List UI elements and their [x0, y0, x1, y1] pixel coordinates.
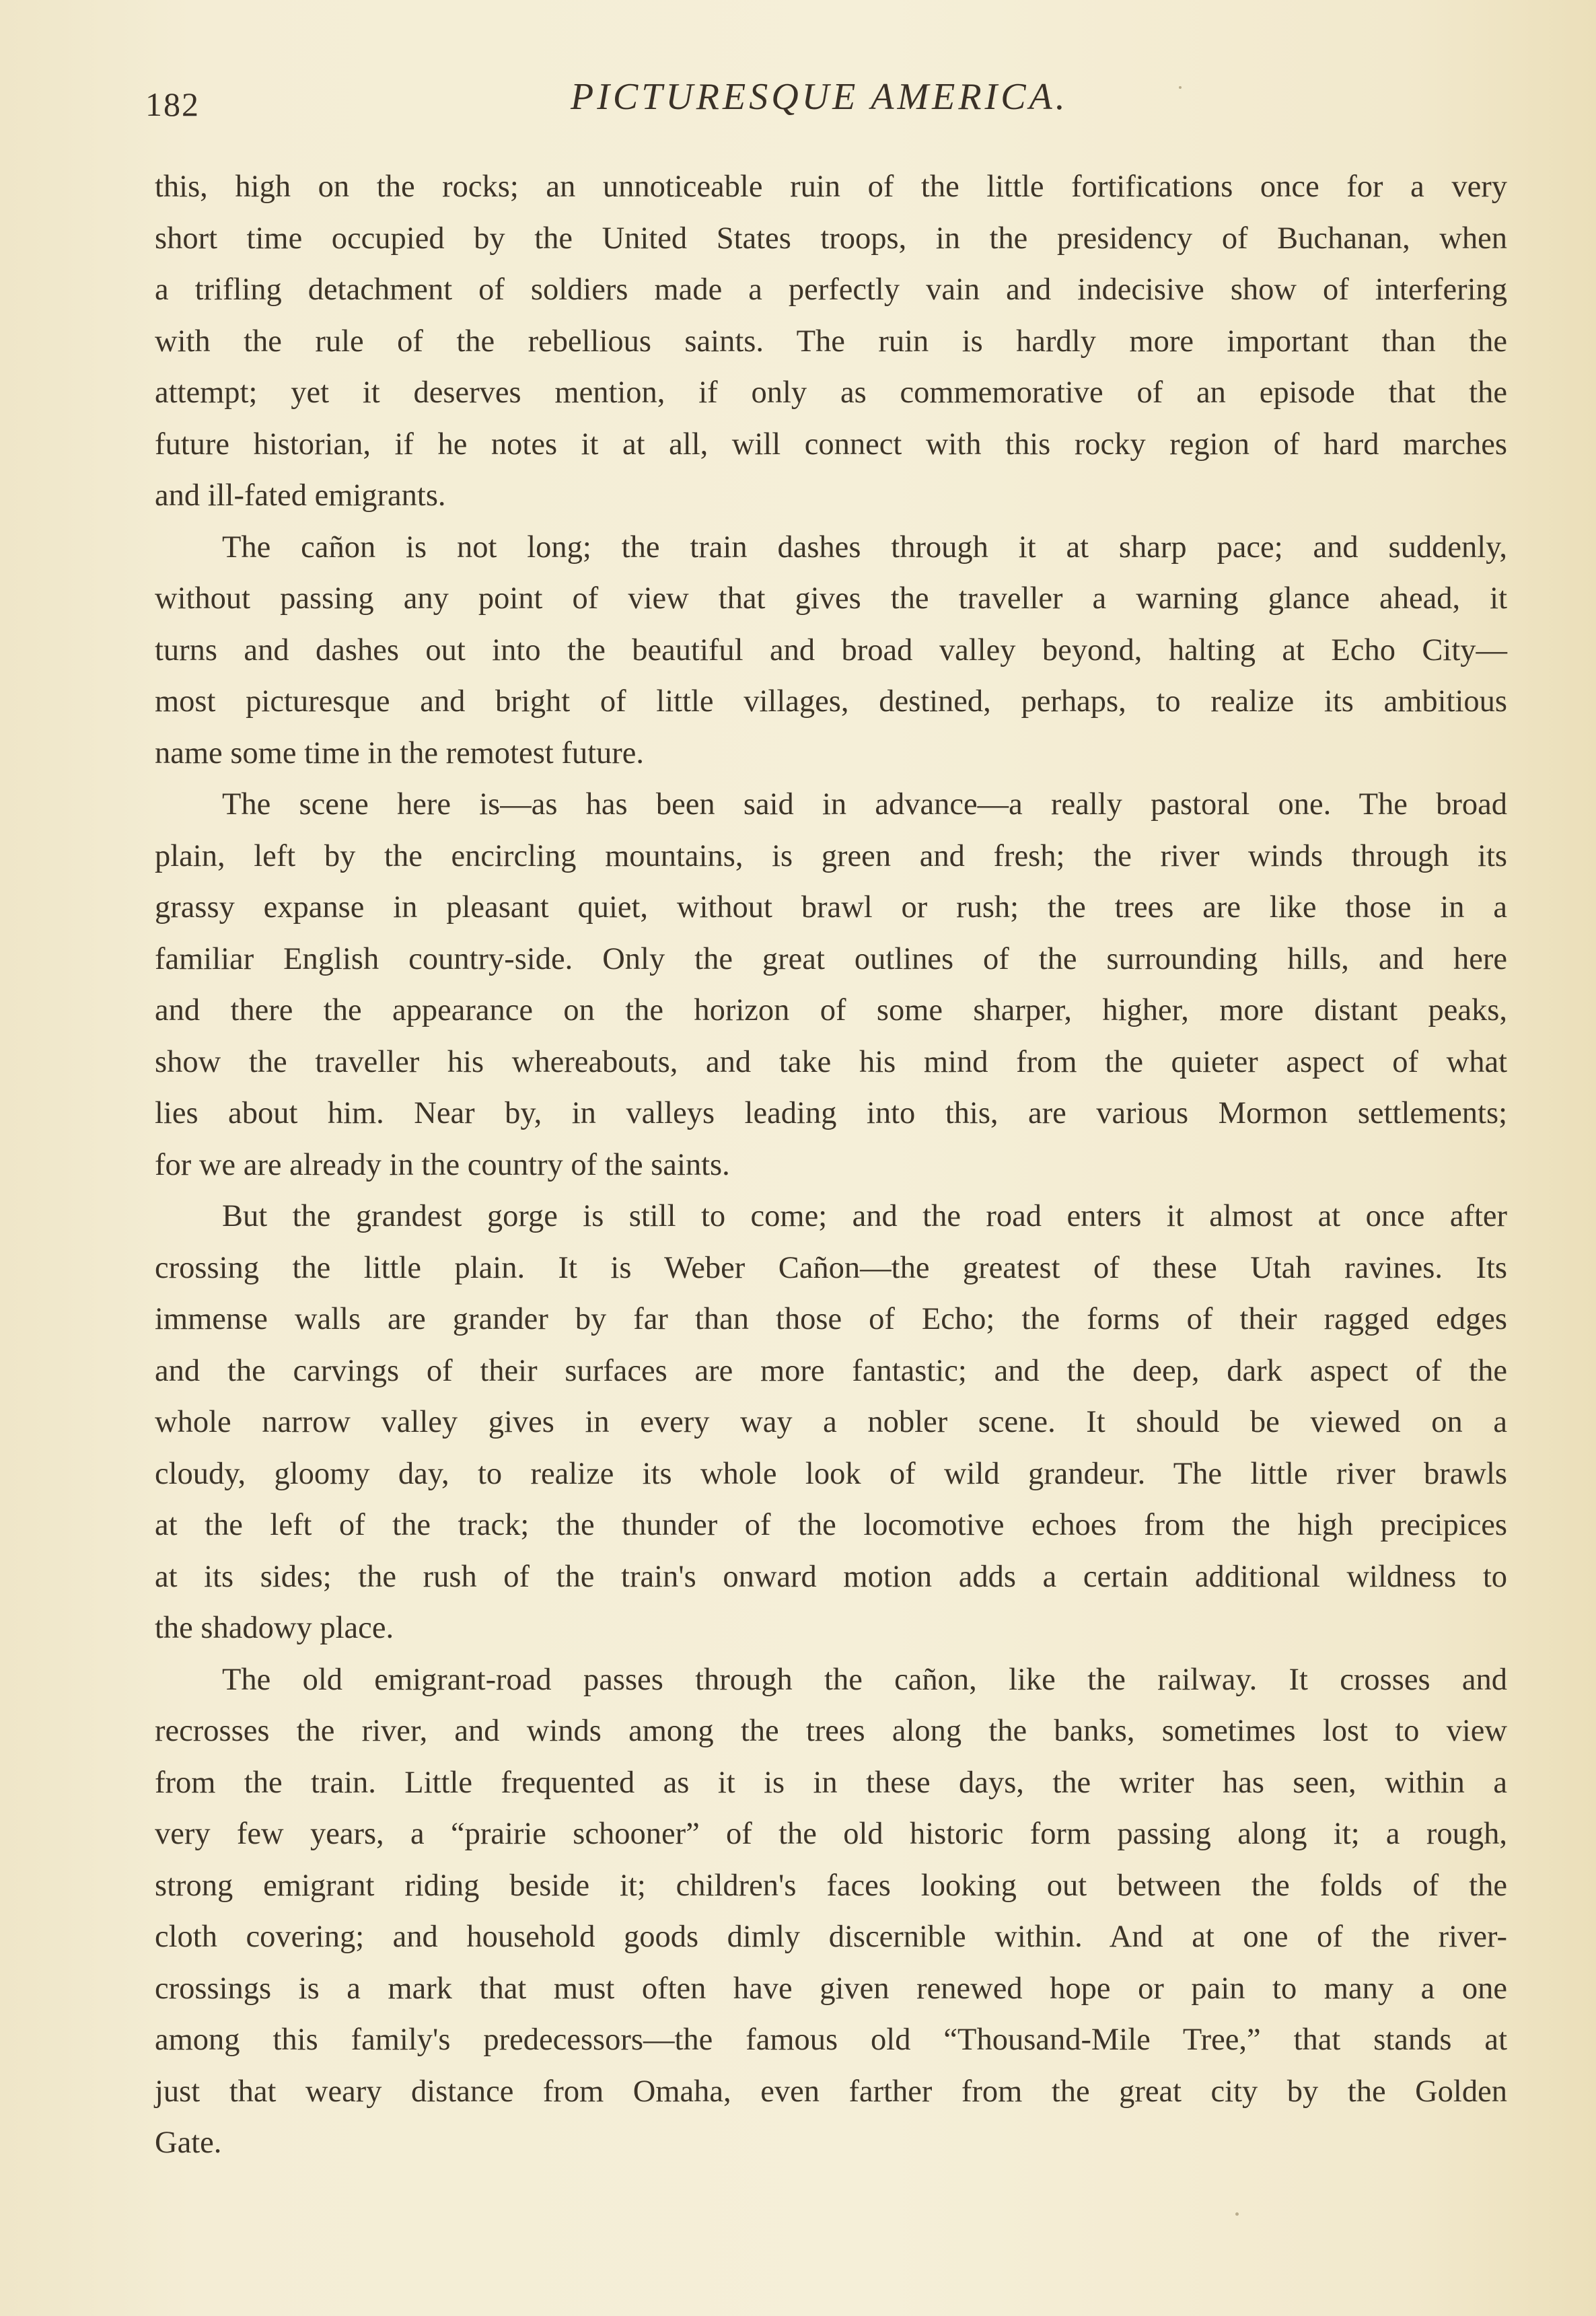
running-title: PICTURESQUE AMERICA.: [571, 76, 1068, 118]
text-line: familiar English country-side. Only the great outlines of the surrounding hills, and here: [155, 941, 1507, 976]
text-line: lies about him. Near by, in valleys leading into this, are various Mormon settlements;: [155, 1096, 1507, 1130]
body-text: [155, 161, 1507, 2169]
text-line: and there the appearance on the horizon of some sharper, higher, more distant peaks,: [155, 993, 1507, 1027]
text-line: from the train. Little frequented as it is in these days, the writer has seen, within a: [155, 1765, 1507, 1800]
text-line: turns and dashes out into the beautiful and broad valley beyond, halting at Echo City—: [155, 632, 1507, 667]
text-line: But the grandest gorge is still to come; and the road enters it almost at once after: [222, 1199, 1507, 1233]
text-line: plain, left by the encircling mountains, is green and fresh; the river winds through its: [155, 838, 1507, 873]
text-line: future historian, if he notes it at all, will connect with this rocky region of hard marches: [155, 427, 1507, 462]
text-line: at the left of the track; the thunder of the locomotive echoes from the high precipices: [155, 1508, 1507, 1542]
text-line: cloth covering; and household goods dimly discernible within. And at one of the river-: [155, 1920, 1507, 1954]
text-line: strong emigrant riding beside it; children's faces looking out between the folds of the: [155, 1868, 1507, 1903]
text-line: with the rule of the rebellious saints. The ruin is hardly more important than the: [155, 324, 1507, 359]
text-line: show the traveller his whereabouts, and take his mind from the quieter aspect of what: [155, 1044, 1507, 1079]
text-line: attempt; yet it deserves mention, if only as commemorative of an episode that the: [155, 375, 1507, 410]
text-line: cloudy, gloomy day, to realize its whole look of wild grandeur. The little river brawls: [155, 1456, 1507, 1491]
text-line: Gate.: [155, 2126, 222, 2160]
text-line: The scene here is—as has been said in advance—a really pastoral one. The broad: [222, 787, 1507, 822]
text-line: short time occupied by the United States troops, in the presidency of Buchanan, when: [155, 221, 1507, 256]
text-line: grassy expanse in pleasant quiet, without brawl or rush; the trees are like those in a: [155, 890, 1507, 925]
text-line: for we are already in the country of the saints.: [155, 1147, 730, 1182]
text-line: at its sides; the rush of the train's onward motion adds a certain additional wildness to: [155, 1559, 1507, 1594]
text-line: the shadowy place.: [155, 1611, 394, 1645]
text-line: this, high on the rocks; an unnoticeable ruin of the little fortifications once for a very: [155, 170, 1507, 204]
text-line: name some time in the remotest future.: [155, 735, 644, 770]
text-line: immense walls are grander by far than those of Echo; the forms of their ragged edges: [155, 1302, 1507, 1336]
text-line: crossing the little plain. It is Weber Cañon—the greatest of these Utah ravines. Its: [155, 1250, 1507, 1285]
text-line: just that weary distance from Omaha, even farther from the great city by the Golden: [155, 2074, 1507, 2109]
page-number: 182: [145, 85, 200, 123]
paper-speck: [1179, 86, 1182, 89]
text-line: without passing any point of view that gives the traveller a warning glance ahead, it: [155, 581, 1507, 616]
text-line: and the carvings of their surfaces are more fantastic; and the deep, dark aspect of the: [155, 1353, 1507, 1388]
text-line: and ill-fated emigrants.: [155, 478, 446, 513]
text-line: The cañon is not long; the train dashes through it at sharp pace; and suddenly,: [222, 530, 1507, 565]
text-line: most picturesque and bright of little villages, destined, perhaps, to realize its ambitious: [155, 684, 1507, 719]
text-line: among this family's predecessors—the famous old “Thousand-Mile Tree,” that stands at: [155, 2023, 1507, 2057]
page-header: [145, 75, 1457, 129]
text-line: whole narrow valley gives in every way a nobler scene. It should be viewed on a: [155, 1405, 1507, 1439]
text-line: a trifling detachment of soldiers made a perfectly vain and indecisive show of interfering: [155, 273, 1507, 307]
text-line: The old emigrant-road passes through the cañon, like the railway. It crosses and: [222, 1662, 1507, 1697]
text-line: crossings is a mark that must often have given renewed hope or pain to many a one: [155, 1971, 1507, 2006]
paper-speck: [1235, 2212, 1239, 2216]
text-line: recrosses the river, and winds among the trees along the banks, sometimes lost to view: [155, 1714, 1507, 1748]
text-line: very few years, a “prairie schooner” of the old historic form passing along it; a rough,: [155, 1817, 1507, 1851]
